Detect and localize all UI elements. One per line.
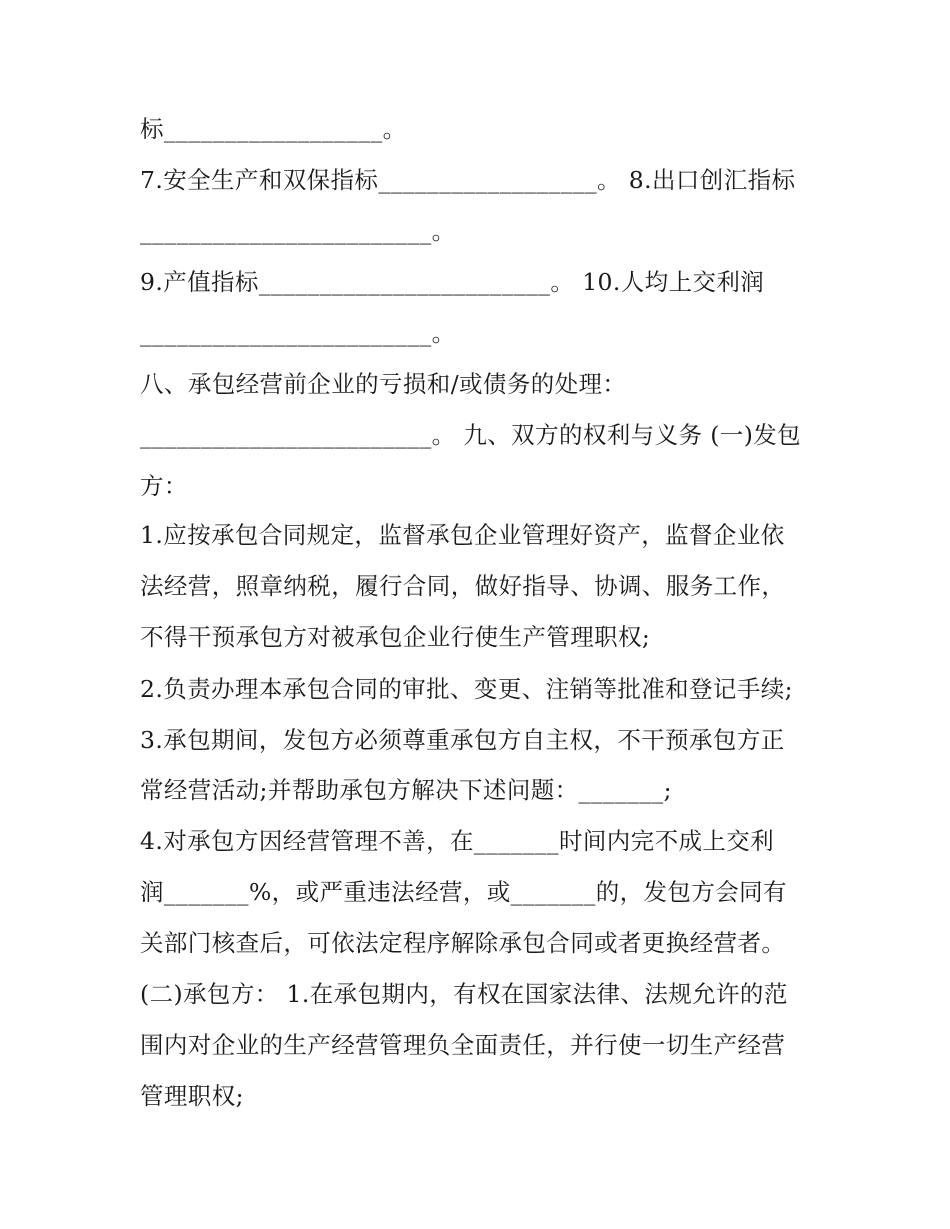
text-line: 标__________________。 <box>140 115 407 143</box>
text-line: 八、承包经营前企业的亏损和/或债务的处理： <box>140 370 627 398</box>
text-line: 常经营活动;并帮助承包方解决下述问题：_______; <box>140 776 672 804</box>
text-line: 2.负责办理本承包合同的审批、变更、注销等批准和登记手续; <box>140 675 793 703</box>
text-line: ________________________。 <box>140 217 456 245</box>
text-line: 关部门核查后，可依法定程序解除承包合同或者更换经营者。 <box>140 929 786 957</box>
text-line: 润_______%，或严重违法经营，或_______的，发包方会同有 <box>140 878 787 906</box>
text-line: 4.对承包方因经营管理不善，在_______时间内完不成上交利 <box>140 827 775 855</box>
text-line: ________________________。 <box>140 319 456 347</box>
text-line: 3.承包期间，发包方必须尊重承包方自主权，不干预承包方正 <box>140 726 785 754</box>
text-line: 围内对企业的生产经营管理负全面责任，并行使一切生产经营 <box>140 1031 786 1059</box>
text-line: (二)承包方： 1.在承包期内，有权在国家法律、法规允许的范 <box>140 980 788 1008</box>
text-line: 法经营，照章纳税，履行合同，做好指导、协调、服务工作， <box>140 572 786 600</box>
text-line: ________________________。 九、双方的权利与义务 (一)发包 <box>140 421 802 449</box>
text-line: 1.应按承包合同规定，监督承包企业管理好资产，监督企业依 <box>140 521 785 549</box>
text-line: 管理职权; <box>140 1082 244 1110</box>
text-line: 不得干预承包方对被承包企业行使生产管理职权; <box>140 623 651 651</box>
text-line: 9.产值指标________________________。 10.人均上交利润 <box>140 268 765 296</box>
text-line: 7.安全生产和双保指标__________________。 8.出口创汇指标 <box>140 166 796 194</box>
text-line: 方： <box>140 472 188 500</box>
